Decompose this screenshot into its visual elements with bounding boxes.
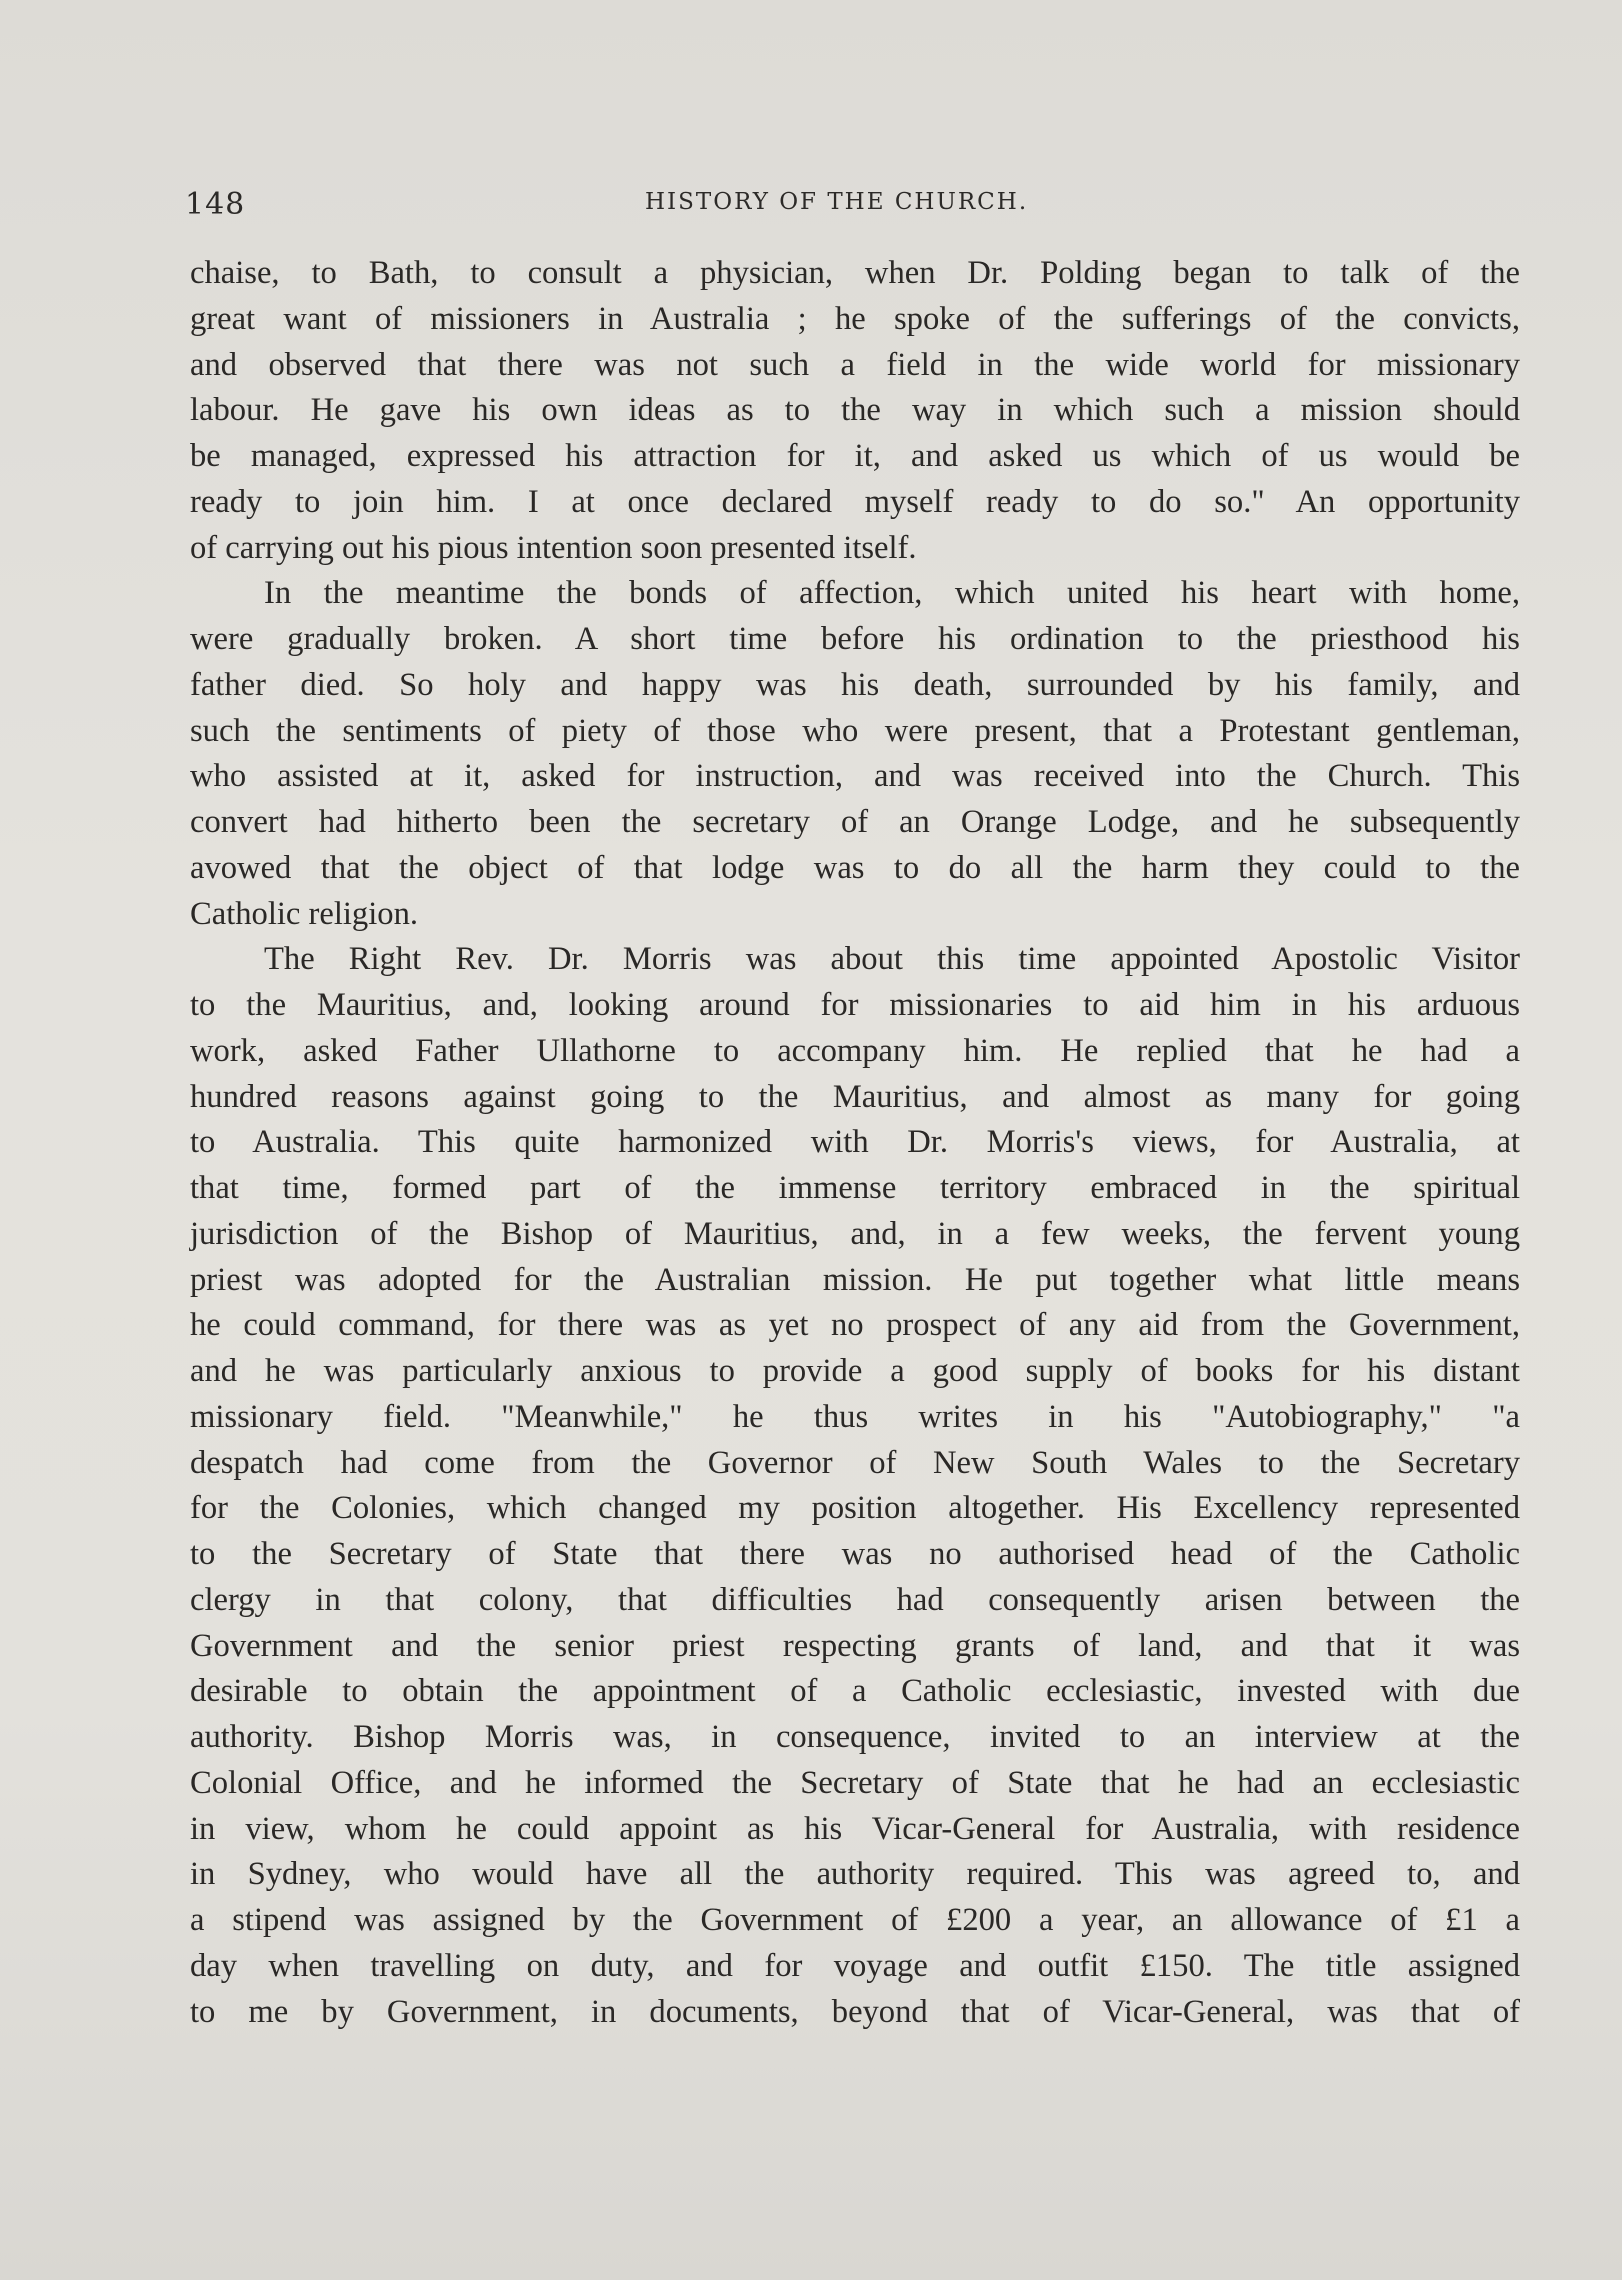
text-line: desirable to obtain the appointment of a Catholic ecclesiastic, invested with due xyxy=(190,1673,1520,1710)
page-number: 148 xyxy=(185,187,246,222)
text-line: for the Colonies, which changed my position altogether. His Excellency represented xyxy=(190,1490,1520,1527)
text-line: work, asked Father Ullathorne to accompany him. He replied that he had a xyxy=(190,1032,1520,1069)
text-line: authority. Bishop Morris was, in consequence, invited to an interview at the xyxy=(190,1719,1520,1755)
text-line: priest was adopted for the Australian mission. He put together what little means xyxy=(190,1261,1520,1298)
text-line: labour. He gave his own ideas as to the way in which such a mission should xyxy=(190,392,1520,429)
text-line: Catholic religion. xyxy=(190,895,418,932)
text-line: great want of missioners in Australia ; he spoke of the sufferings of the convicts, xyxy=(190,300,1520,337)
text-line: ready to join him. I at once declared myself ready to do so." An opportunity xyxy=(190,483,1520,520)
text-line: in Sydney, who would have all the authority required. This was agreed to, and xyxy=(190,1856,1520,1893)
text-line: to the Mauritius, and, looking around for missionaries to aid him in his arduous xyxy=(190,987,1520,1023)
text-line: missionary field. "Meanwhile," he thus writes in his "Autobiography," "a xyxy=(190,1398,1520,1435)
text-line: Government and the senior priest respecting grants of land, and that it was xyxy=(190,1627,1520,1664)
text-line: who assisted at it, asked for instruction, and was received into the Church. This xyxy=(190,758,1520,795)
text-line: Colonial Office, and he informed the Secretary of State that he had an ecclesiastic xyxy=(190,1764,1520,1801)
text-line: The Right Rev. Dr. Morris was about this time appointed Apostolic Visitor xyxy=(264,941,1520,978)
text-line: jurisdiction of the Bishop of Mauritius, and, in a few weeks, the fervent young xyxy=(190,1215,1520,1252)
page-header xyxy=(185,183,1525,229)
text-line: to me by Government, in documents, beyond that of Vicar-General, was that of xyxy=(190,1993,1520,2030)
text-line: father died. So holy and happy was his death, surrounded by his family, and xyxy=(190,666,1520,703)
text-line: such the sentiments of piety of those who were present, that a Protestant gentleman, xyxy=(190,712,1520,749)
text-line: that time, formed part of the immense territory embraced in the spiritual xyxy=(190,1170,1520,1206)
text-line: and he was particularly anxious to provide a good supply of books for his distant xyxy=(190,1353,1520,1389)
text-line: avowed that the object of that lodge was to do all the harm they could to the xyxy=(190,849,1520,886)
text-line: hundred reasons against going to the Mauritius, and almost as many for going xyxy=(190,1078,1520,1115)
text-line: to the Secretary of State that there was no authorised head of the Catholic xyxy=(190,1536,1520,1572)
text-line: were gradually broken. A short time before his ordination to the priesthood his xyxy=(190,621,1520,657)
text-line: and observed that there was not such a field in the wide world for missionary xyxy=(190,346,1520,383)
text-line: chaise, to Bath, to consult a physician, when Dr. Polding began to talk of the xyxy=(190,255,1520,291)
running-title: HISTORY OF THE CHURCH. xyxy=(645,189,1029,215)
body-text xyxy=(190,251,1520,2035)
text-line: in view, whom he could appoint as his Vicar-General for Australia, with residence xyxy=(190,1810,1520,1847)
text-line: In the meantime the bonds of affection, which united his heart with home, xyxy=(264,575,1520,612)
text-line: to Australia. This quite harmonized with Dr. Morris's views, for Australia, at xyxy=(190,1124,1520,1161)
text-line: convert had hitherto been the secretary of an Orange Lodge, and he subsequently xyxy=(190,804,1520,840)
text-line: despatch had come from the Governor of New South Wales to the Secretary xyxy=(190,1444,1520,1481)
text-line: be managed, expressed his attraction for it, and asked us which of us would be xyxy=(190,438,1520,474)
text-line: of carrying out his pious intention soon presented itself. xyxy=(190,529,917,566)
text-line: clergy in that colony, that difficulties had consequently arisen between the xyxy=(190,1581,1520,1618)
text-line: day when travelling on duty, and for voyage and outfit £150. The title assigned xyxy=(190,1947,1520,1984)
text-line: he could command, for there was as yet no prospect of any aid from the Government, xyxy=(190,1307,1520,1344)
text-line: a stipend was assigned by the Government of £200 a year, an allowance of £1 a xyxy=(190,1902,1520,1938)
